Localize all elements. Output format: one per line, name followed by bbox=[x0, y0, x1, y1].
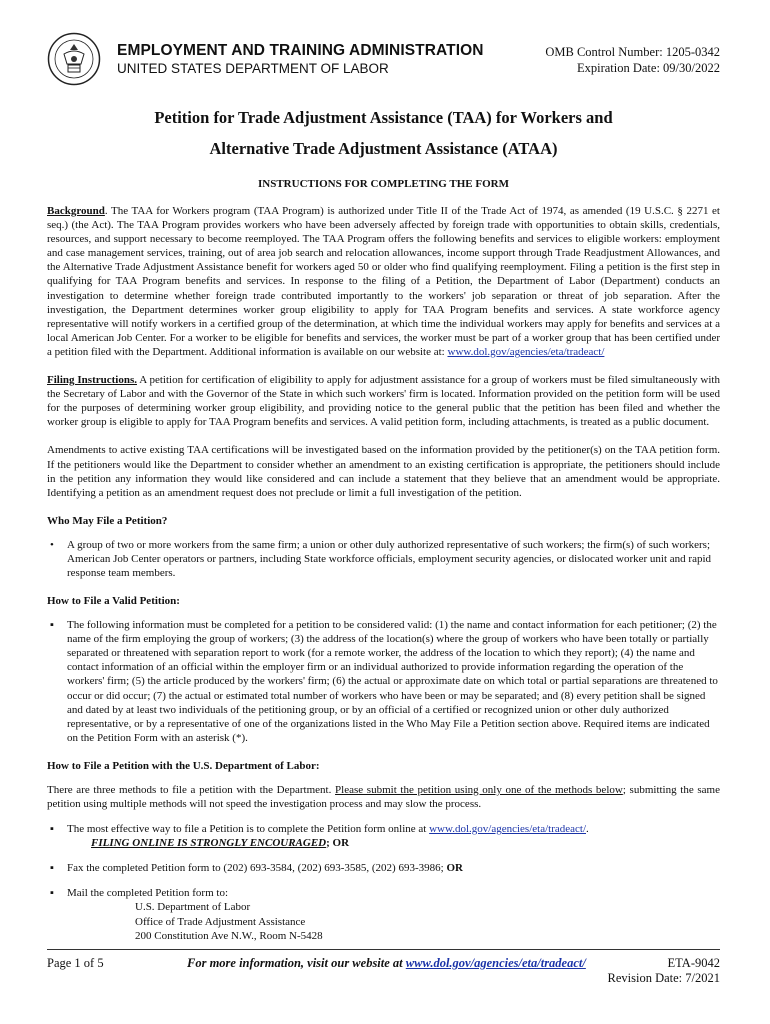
amendments-paragraph: Amendments to active existing TAA certifications will be investigated based on the information provided by the petitioner(s) on the TAA petition form. If the petitioners would like the Department to consider whether an amendment to an existing certification is appropriate, the petitioners should include in the petition any information they would like considered and can include a statement that they believe that an amendment would be appropriate. Identifying a petition as an amendment request does not preclude or limit a full investigation of the petition. bbox=[47, 444, 720, 499]
background-label: Background bbox=[47, 205, 105, 217]
filing-paragraph bbox=[47, 373, 720, 429]
footer-more-info-text: For more information, visit our website at bbox=[187, 956, 406, 970]
or-label: OR bbox=[446, 862, 463, 875]
background-text: . The TAA for Workers program (TAA Program) is authorized under Title II of the Trade Act of 1974, as amended (19 U.S.C. § 2271 et seq.) (the Act). The TAA Program provides workers who have been adversely affected by foreign trade with opportunities to obtain skills, credentials, resources, and support necessary to become reemployed. The TAA Program offers the following benefits and services to eligible workers: employment and case management services, training, out of area job search and relocation allowances, income support through Trade Readjustment Allowances, and the Alternative Trade Adjustment Assistance benefit for workers aged 50 or older who find qualifying reemployment. Filing a petition is the first step in qualifying for TAA Program benefits and services. In response to the filing of a Petition, the Department of Labor (Department) conducts an investigation to determine whether foreign trade contributed importantly to the workers' job separation or threat of job separation. After the investigation, the Department determines worker group eligibility to apply for TAA Program benefits and services. A state workforce agency representative will notify workers in a certified group of the determination, at which time the individual workers may apply for benefits and services at a local American Job Center. For a worker to be eligible for benefits and services, the worker must be part of a worker group that has been certified under a petition filed with the Department. Additional information is available on our website at: bbox=[47, 205, 720, 358]
title-line-2: Alternative Trade Adjustment Assistance (ATAA) bbox=[209, 139, 558, 158]
bullet-icon: ▪ bbox=[50, 887, 54, 900]
instructions-heading: INSTRUCTIONS FOR COMPLETING THE FORM bbox=[258, 178, 509, 190]
address-line-1: U.S. Department of Labor bbox=[135, 901, 251, 914]
document-page bbox=[47, 32, 720, 943]
filing-online-emphasis: FILING ONLINE IS STRONGLY ENCOURAGED bbox=[91, 837, 327, 850]
valid-petition-heading: How to File a Valid Petition: bbox=[47, 595, 180, 608]
list-item bbox=[47, 861, 720, 875]
dol-intro-rest: ; submitting the same petition using multiple methods will not speed the investigation process and may slow the process. bbox=[47, 783, 720, 810]
dol-intro-paragraph bbox=[47, 783, 720, 811]
valid-petition-text: The following information must be completed for a petition to be considered valid: (1) the name and contact information for each petitioner; (2) the name of the firm employing the group of workers; (3) the address of the location(s) where the group of workers who have been totally or partially separated or threatened with separation report to work (for a remote worker, the address of the location to which they report); (4) the name and contact information of an official within the employer firm or an individual authorized to provide information regarding the operation of the workers' firm; (5) the article produced by the workers' firm; (6) the actual or approximate date on which total or partial separations are threatened to occur or did occur; (7) the actual or estimated total number of workers who have been or may be separated; and (8) every petition shall be signed and dated by at least two individuals of the petitioning group, or by an official of a certified or recognized union or other duly authorized representative, or by a representative of one of the organizations listed in the Who May File a Petition section above. Required items are indicated on the Petition Form with an asterisk (*). bbox=[67, 619, 718, 744]
method-fax-text: Fax the completed Petition form to (202) 693-3584, (202) 693-3585, (202) 693-3986; bbox=[67, 862, 447, 875]
who-may-file-heading: Who May File a Petition? bbox=[47, 514, 168, 527]
tradeact-link[interactable]: www.dol.gov/agencies/eta/tradeact/ bbox=[447, 345, 605, 358]
agency-name: EMPLOYMENT AND TRAINING ADMINISTRATION bbox=[117, 42, 484, 59]
bullet-icon: ▪ bbox=[50, 823, 54, 836]
footer-more-info bbox=[187, 956, 586, 971]
method-online-end: . bbox=[586, 823, 589, 836]
document-footer bbox=[47, 949, 720, 985]
document-header bbox=[47, 32, 720, 86]
omb-control-number: OMB Control Number: 1205-0342 bbox=[545, 45, 720, 59]
address-line-3: 200 Constitution Ave N.W., Room N-5428 bbox=[135, 929, 323, 942]
address-line-2: Office of Trade Adjustment Assistance bbox=[135, 915, 306, 928]
or-label: ; OR bbox=[326, 837, 350, 850]
footer-tradeact-link[interactable]: www.dol.gov/agencies/eta/tradeact/ bbox=[405, 956, 586, 970]
background-paragraph bbox=[47, 204, 720, 359]
department-seal-icon bbox=[47, 32, 101, 86]
bullet-icon: ▪ bbox=[50, 619, 54, 632]
bullet-icon: ▪ bbox=[50, 862, 54, 875]
list-item bbox=[47, 538, 720, 580]
method-mail-text: Mail the completed Petition form to: bbox=[67, 887, 228, 900]
page-number: Page 1 of 5 bbox=[47, 956, 104, 970]
dol-intro-underlined: Please submit the petition using only one of the methods below bbox=[335, 783, 623, 796]
online-petition-link[interactable]: www.dol.gov/agencies/eta/tradeact/ bbox=[429, 823, 586, 836]
revision-date: Revision Date: 7/2021 bbox=[607, 971, 720, 985]
form-number: ETA-9042 bbox=[667, 956, 720, 970]
department-name: UNITED STATES DEPARTMENT OF LABOR bbox=[117, 61, 389, 76]
list-item bbox=[47, 618, 720, 745]
title-line-1: Petition for Trade Adjustment Assistance (TAA) for Workers and bbox=[154, 108, 613, 127]
method-online-text: The most effective way to file a Petition is to complete the Petition form online at bbox=[67, 823, 430, 836]
bullet-icon: • bbox=[50, 538, 54, 551]
filing-label: Filing Instructions. bbox=[47, 374, 137, 387]
who-may-file-text: A group of two or more workers from the same firm; a union or other duly authorized representative of such workers; the firm(s) of such workers; American Job Center operators or partners, including State workforce officials, employment security agencies, or dislocated worker unit and rapid response team members. bbox=[67, 538, 712, 579]
expiration-date: Expiration Date: 09/30/2022 bbox=[576, 61, 720, 75]
mailing-address bbox=[67, 900, 720, 942]
dol-filing-heading: How to File a Petition with the U.S. Department of Labor: bbox=[47, 759, 320, 772]
filing-text: A petition for certification of eligibility to apply for adjustment assistance for a group of workers must be filed simultaneously with the Secretary of Labor and with the Governor of the State in which such workers' firm is located. Information provided on the petition form will be used for the purposes of determining worker group eligibility, and providing notice to the general public that the petition has been filed and whether the worker group is eligible to apply for TAA Program benefits and services. A valid petition form, including attachments, is treated as a public document. bbox=[47, 374, 720, 429]
list-item bbox=[47, 886, 720, 942]
list-item bbox=[47, 822, 720, 850]
dol-intro-text: There are three methods to file a petition with the Department. bbox=[47, 783, 336, 796]
document-title bbox=[47, 102, 720, 164]
